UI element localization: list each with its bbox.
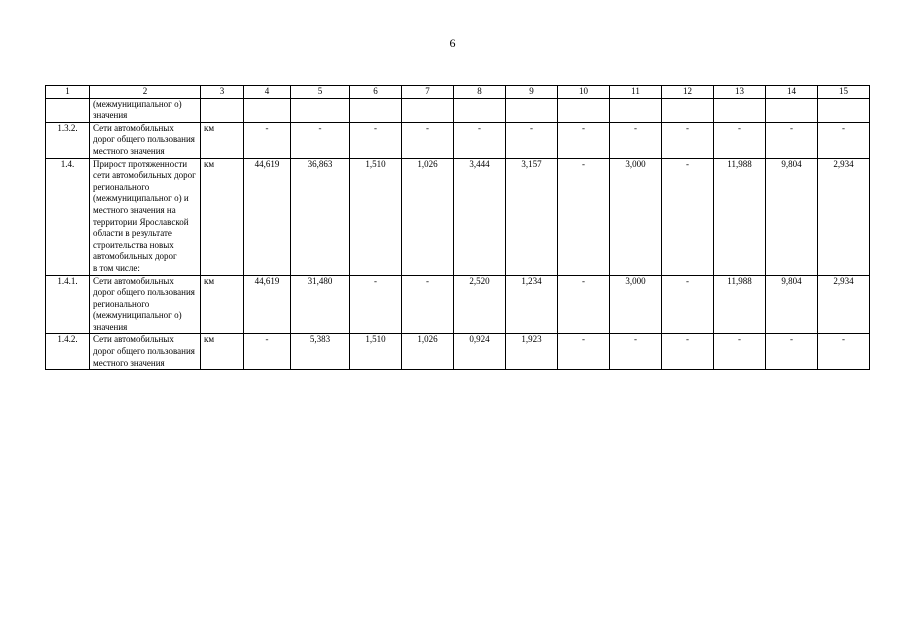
table-row bbox=[46, 334, 870, 370]
value-cell bbox=[244, 98, 291, 122]
value-cell: 3,000 bbox=[610, 275, 662, 334]
value-cell: 2,934 bbox=[818, 158, 870, 275]
value-cell bbox=[402, 98, 454, 122]
value-cell: - bbox=[662, 158, 714, 275]
value-cell: 5,383 bbox=[291, 334, 350, 370]
value-cell: 9,804 bbox=[766, 158, 818, 275]
value-cell: 1,923 bbox=[506, 334, 558, 370]
value-cell: 36,863 bbox=[291, 158, 350, 275]
value-cell bbox=[662, 98, 714, 122]
row-number-cell: 1.4. bbox=[46, 158, 90, 275]
column-header: 3 bbox=[201, 86, 244, 99]
value-cell: - bbox=[244, 122, 291, 158]
row-unit-cell bbox=[201, 98, 244, 122]
header-row bbox=[46, 86, 870, 99]
row-number-cell bbox=[46, 98, 90, 122]
value-cell: 0,924 bbox=[454, 334, 506, 370]
column-header: 9 bbox=[506, 86, 558, 99]
value-cell bbox=[610, 98, 662, 122]
value-cell bbox=[766, 98, 818, 122]
column-header: 5 bbox=[291, 86, 350, 99]
value-cell: 31,480 bbox=[291, 275, 350, 334]
value-cell: 3,000 bbox=[610, 158, 662, 275]
value-cell: - bbox=[610, 334, 662, 370]
value-cell: 1,026 bbox=[402, 158, 454, 275]
value-cell: - bbox=[506, 122, 558, 158]
row-unit-cell: км bbox=[201, 275, 244, 334]
column-header: 6 bbox=[350, 86, 402, 99]
column-header: 14 bbox=[766, 86, 818, 99]
value-cell: - bbox=[454, 122, 506, 158]
value-cell: - bbox=[662, 122, 714, 158]
row-name-cell: (межмуниципальног о) значения bbox=[90, 98, 201, 122]
row-name-cell: Сети автомобильных дорог общего пользования регионального (межмуниципальног о) значения bbox=[90, 275, 201, 334]
value-cell: 11,988 bbox=[714, 158, 766, 275]
value-cell: 3,157 bbox=[506, 158, 558, 275]
row-name-cell: Прирост протяженности сети автомобильных дорог регионального (межмуниципальног о) и местного значения на территории Ярославской области в результате строительства новых автомобильных дорог в том числе: bbox=[90, 158, 201, 275]
value-cell: 44,619 bbox=[244, 275, 291, 334]
column-header: 4 bbox=[244, 86, 291, 99]
value-cell bbox=[818, 98, 870, 122]
value-cell: - bbox=[402, 122, 454, 158]
page-number: 6 bbox=[449, 36, 456, 50]
value-cell: 2,934 bbox=[818, 275, 870, 334]
value-cell: - bbox=[610, 122, 662, 158]
column-header: 8 bbox=[454, 86, 506, 99]
value-cell: - bbox=[714, 334, 766, 370]
column-header: 10 bbox=[558, 86, 610, 99]
value-cell: - bbox=[662, 275, 714, 334]
value-cell: - bbox=[558, 334, 610, 370]
column-header: 13 bbox=[714, 86, 766, 99]
row-name-cell: Сети автомобильных дорог общего пользования местного значения bbox=[90, 122, 201, 158]
table-row bbox=[46, 275, 870, 334]
value-cell: 11,988 bbox=[714, 275, 766, 334]
value-cell bbox=[291, 98, 350, 122]
value-cell: - bbox=[558, 275, 610, 334]
table-row bbox=[46, 122, 870, 158]
row-number-cell: 1.3.2. bbox=[46, 122, 90, 158]
row-unit-cell: км bbox=[201, 158, 244, 275]
value-cell: - bbox=[818, 334, 870, 370]
column-header: 11 bbox=[610, 86, 662, 99]
value-cell: 1,510 bbox=[350, 158, 402, 275]
value-cell: - bbox=[766, 334, 818, 370]
row-unit-cell: км bbox=[201, 122, 244, 158]
row-number-cell: 1.4.2. bbox=[46, 334, 90, 370]
table-row bbox=[46, 158, 870, 275]
row-unit-cell: км bbox=[201, 334, 244, 370]
value-cell: 2,520 bbox=[454, 275, 506, 334]
value-cell: 1,234 bbox=[506, 275, 558, 334]
value-cell: - bbox=[558, 122, 610, 158]
data-table bbox=[45, 85, 870, 370]
value-cell: 1,510 bbox=[350, 334, 402, 370]
value-cell: - bbox=[350, 122, 402, 158]
value-cell: 3,444 bbox=[454, 158, 506, 275]
value-cell bbox=[714, 98, 766, 122]
value-cell: - bbox=[714, 122, 766, 158]
value-cell bbox=[454, 98, 506, 122]
value-cell: - bbox=[402, 275, 454, 334]
value-cell: - bbox=[662, 334, 714, 370]
value-cell: 44,619 bbox=[244, 158, 291, 275]
value-cell bbox=[350, 98, 402, 122]
value-cell: - bbox=[818, 122, 870, 158]
value-cell: - bbox=[244, 334, 291, 370]
value-cell bbox=[506, 98, 558, 122]
value-cell: - bbox=[291, 122, 350, 158]
value-cell: 9,804 bbox=[766, 275, 818, 334]
value-cell: - bbox=[766, 122, 818, 158]
table-row bbox=[46, 98, 870, 122]
value-cell: - bbox=[350, 275, 402, 334]
column-header: 12 bbox=[662, 86, 714, 99]
row-number-cell: 1.4.1. bbox=[46, 275, 90, 334]
row-name-cell: Сети автомобильных дорог общего пользования местного значения bbox=[90, 334, 201, 370]
column-header: 2 bbox=[90, 86, 201, 99]
column-header: 7 bbox=[402, 86, 454, 99]
column-header: 1 bbox=[46, 86, 90, 99]
value-cell: 1,026 bbox=[402, 334, 454, 370]
column-header: 15 bbox=[818, 86, 870, 99]
value-cell: - bbox=[558, 158, 610, 275]
value-cell bbox=[558, 98, 610, 122]
